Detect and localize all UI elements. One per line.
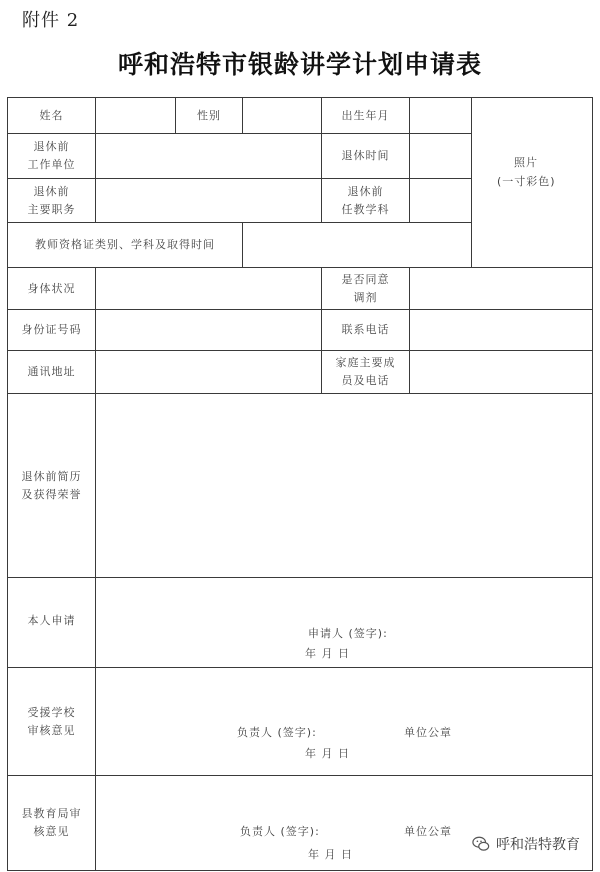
birth-field[interactable] (410, 98, 471, 133)
phone-field[interactable] (410, 310, 592, 350)
watermark-text: 呼和浩特教育 (496, 837, 580, 853)
retire-time-label: 退休时间 (341, 149, 390, 162)
name-field[interactable] (96, 98, 175, 133)
applicant-signature: 申请人 (签字): (308, 627, 388, 640)
qualification-field[interactable] (243, 223, 471, 267)
address-field[interactable] (96, 351, 321, 393)
birth-label: 出生年月 (341, 108, 390, 122)
county-review-date: 年 月 日 (308, 848, 353, 861)
main-duty-label: 退休前 主要职务 (27, 184, 76, 216)
adjust-field[interactable] (410, 268, 592, 309)
id-field[interactable] (96, 310, 321, 350)
gender-label: 性别 (197, 108, 221, 122)
work-unit-field[interactable] (96, 134, 321, 178)
resume-field[interactable] (96, 394, 592, 577)
wechat-icon (472, 835, 490, 853)
id-label: 身份证号码 (21, 323, 82, 336)
school-unit-seal: 单位公章 (404, 726, 452, 739)
family-label: 家庭主要成 员及电话 (335, 356, 396, 387)
teaching-subject-field[interactable] (410, 179, 471, 222)
applicant-date: 年 月 日 (305, 647, 350, 660)
school-review-label: 受援学校 审核意见 (27, 705, 76, 737)
gender-field[interactable] (243, 98, 321, 133)
qualification-label: 教师资格证类别、学科及取得时间 (35, 238, 215, 251)
photo-label: 照片 (514, 156, 538, 169)
self-apply-label: 本人申请 (27, 614, 76, 627)
school-review-date: 年 月 日 (305, 747, 350, 760)
resume-label: 退休前简历 及获得荣誉 (21, 469, 82, 501)
teaching-subject-label: 退休前 任教学科 (341, 184, 390, 216)
family-field[interactable] (410, 351, 592, 393)
county-unit-seal: 单位公章 (404, 825, 452, 838)
address-label: 通讯地址 (27, 365, 76, 378)
health-label: 身体状况 (27, 281, 76, 295)
photo-note: (一寸彩色) (497, 175, 556, 188)
attachment-label: 附件 2 (22, 10, 80, 31)
retire-time-field[interactable] (410, 134, 471, 178)
adjust-label: 是否同意 调剂 (341, 272, 390, 304)
county-review-label: 县教育局审 核意见 (21, 807, 82, 838)
name-label: 姓名 (39, 108, 64, 122)
watermark (472, 834, 580, 854)
phone-label: 联系电话 (341, 323, 390, 336)
county-leader-signature: 负责人 (签字): (240, 825, 320, 838)
page-title: 呼和浩特市银龄讲学计划申请表 (117, 50, 482, 79)
work-unit-label: 退休前 工作单位 (27, 140, 76, 171)
main-duty-field[interactable] (96, 179, 321, 222)
health-field[interactable] (96, 268, 321, 309)
school-leader-signature: 负责人 (签字): (237, 726, 317, 739)
